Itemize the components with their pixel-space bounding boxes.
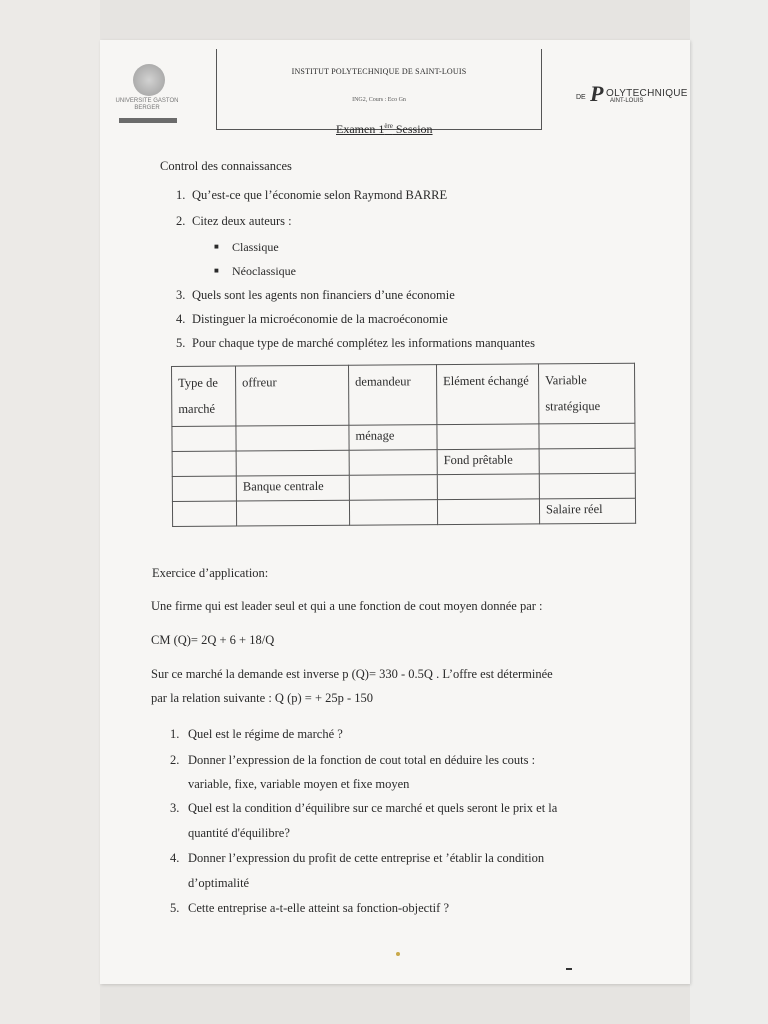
table-cell xyxy=(539,473,635,499)
bullet-item: ■ Classique xyxy=(214,240,279,254)
bullet-icon: ■ xyxy=(214,266,219,275)
exercise-question-3-cont: quantité d'équilibre? xyxy=(188,826,290,840)
table-cell xyxy=(349,450,437,476)
demand-line-1: Sur ce marché la demande est inverse p (Q)= 330 - 0.5Q . L’offre est déterminée xyxy=(151,667,553,681)
university-logo-text: UNIVERSITE GASTON BERGER xyxy=(115,98,179,111)
question-1: 1. Qu’est-ce que l’économie selon Raymond BARRE xyxy=(176,188,448,202)
header-box xyxy=(216,49,542,130)
logo-name: OLYTECHNIQUE xyxy=(606,88,688,99)
logo-subname: AINT-LOUIS xyxy=(610,98,644,104)
table-cell xyxy=(349,500,437,526)
table-cell xyxy=(172,501,236,526)
bullet-item: ■ Néoclassique xyxy=(214,264,296,278)
table-row xyxy=(172,423,635,451)
paper-mark xyxy=(566,968,572,970)
table-row xyxy=(172,498,635,526)
paper-mark xyxy=(396,952,400,956)
header-demandeur: demandeur xyxy=(348,365,436,426)
logo-p-mark: P xyxy=(590,81,604,106)
table-cell xyxy=(437,474,539,500)
exercise-question-2: 2. Donner l’expression de la fonction de cout total en déduire les couts : xyxy=(170,753,536,767)
table-cell xyxy=(539,423,635,449)
exercise-question-5: 5. Cette entreprise a-t-elle atteint sa fonction-objectif ? xyxy=(170,901,449,915)
logo-de-text: DE xyxy=(576,94,586,101)
table-cell xyxy=(236,450,349,476)
table-header-row xyxy=(172,363,635,426)
question-2: 2. Citez deux auteurs : xyxy=(176,214,292,228)
table-cell xyxy=(172,476,236,501)
exercise-question-3: 3. Quel est la condition d’équilibre sur ce marché et quels seront le prix et la xyxy=(170,801,558,815)
university-crest-icon xyxy=(133,64,165,96)
table-cell xyxy=(437,499,539,525)
header-type-marche: Type de marché xyxy=(172,366,236,426)
exercise-question-2-cont: variable, fixe, variable moyen et fixe moyen xyxy=(188,777,410,791)
exercise-question-1: 1. Quel est le régime de marché ? xyxy=(170,727,343,741)
bullet-icon: ■ xyxy=(214,242,219,251)
question-4: 4. Distinguer la microéconomie de la macroéconomie xyxy=(176,312,448,326)
table-cell xyxy=(437,424,539,450)
section-title-knowledge: Control des connaissances xyxy=(160,159,292,173)
university-logo xyxy=(113,64,181,128)
demand-line-2: par la relation suivante : Q (p) = + 25p - 150 xyxy=(151,691,374,705)
exam-title: Examen 1ère Session xyxy=(336,122,433,136)
table-cell: Salaire réel xyxy=(539,498,635,524)
header-element-echange: Elément échangé xyxy=(436,364,538,425)
question-5: 5. Pour chaque type de marché complétez les informations manquantes xyxy=(176,336,535,350)
table-cell xyxy=(539,448,635,474)
table-cell: Banque centrale xyxy=(236,475,349,501)
table-row xyxy=(172,473,635,501)
table-cell xyxy=(236,425,349,451)
background-right xyxy=(690,0,768,1024)
table-cell xyxy=(172,451,236,476)
exercise-question-4-cont: d’optimalité xyxy=(188,876,250,890)
table-cell xyxy=(172,426,236,451)
table-cell xyxy=(236,500,349,526)
exercise-question-4: 4. Donner l’expression du profit de cette entreprise et ’établir la condition xyxy=(170,851,545,865)
header-variable-strategique: Variable stratégique xyxy=(538,363,634,424)
table-cell: Fond prêtable xyxy=(437,449,539,475)
table-cell xyxy=(349,475,437,501)
exercise-intro: Une firme qui est leader seul et qui a une fonction de cout moyen donnée par : xyxy=(151,599,543,613)
question-3: 3. Quels sont les agents non financiers d’une économie xyxy=(176,288,455,302)
section-title-exercise: Exercice d’application: xyxy=(152,566,269,580)
university-logo-bar xyxy=(119,118,177,123)
polytechnique-logo xyxy=(576,82,686,112)
cost-formula: CM (Q)= 2Q + 6 + 18/Q xyxy=(151,633,275,647)
market-table xyxy=(171,363,636,527)
background-left xyxy=(0,0,100,1024)
institute-name: INSTITUT POLYTECHNIQUE DE SAINT-LOUIS xyxy=(291,67,467,76)
table-row xyxy=(172,448,635,476)
table-cell: ménage xyxy=(349,425,437,451)
course-label: ING2, Cours : Eco Gn xyxy=(352,97,406,103)
header-offreur: offreur xyxy=(236,365,349,426)
